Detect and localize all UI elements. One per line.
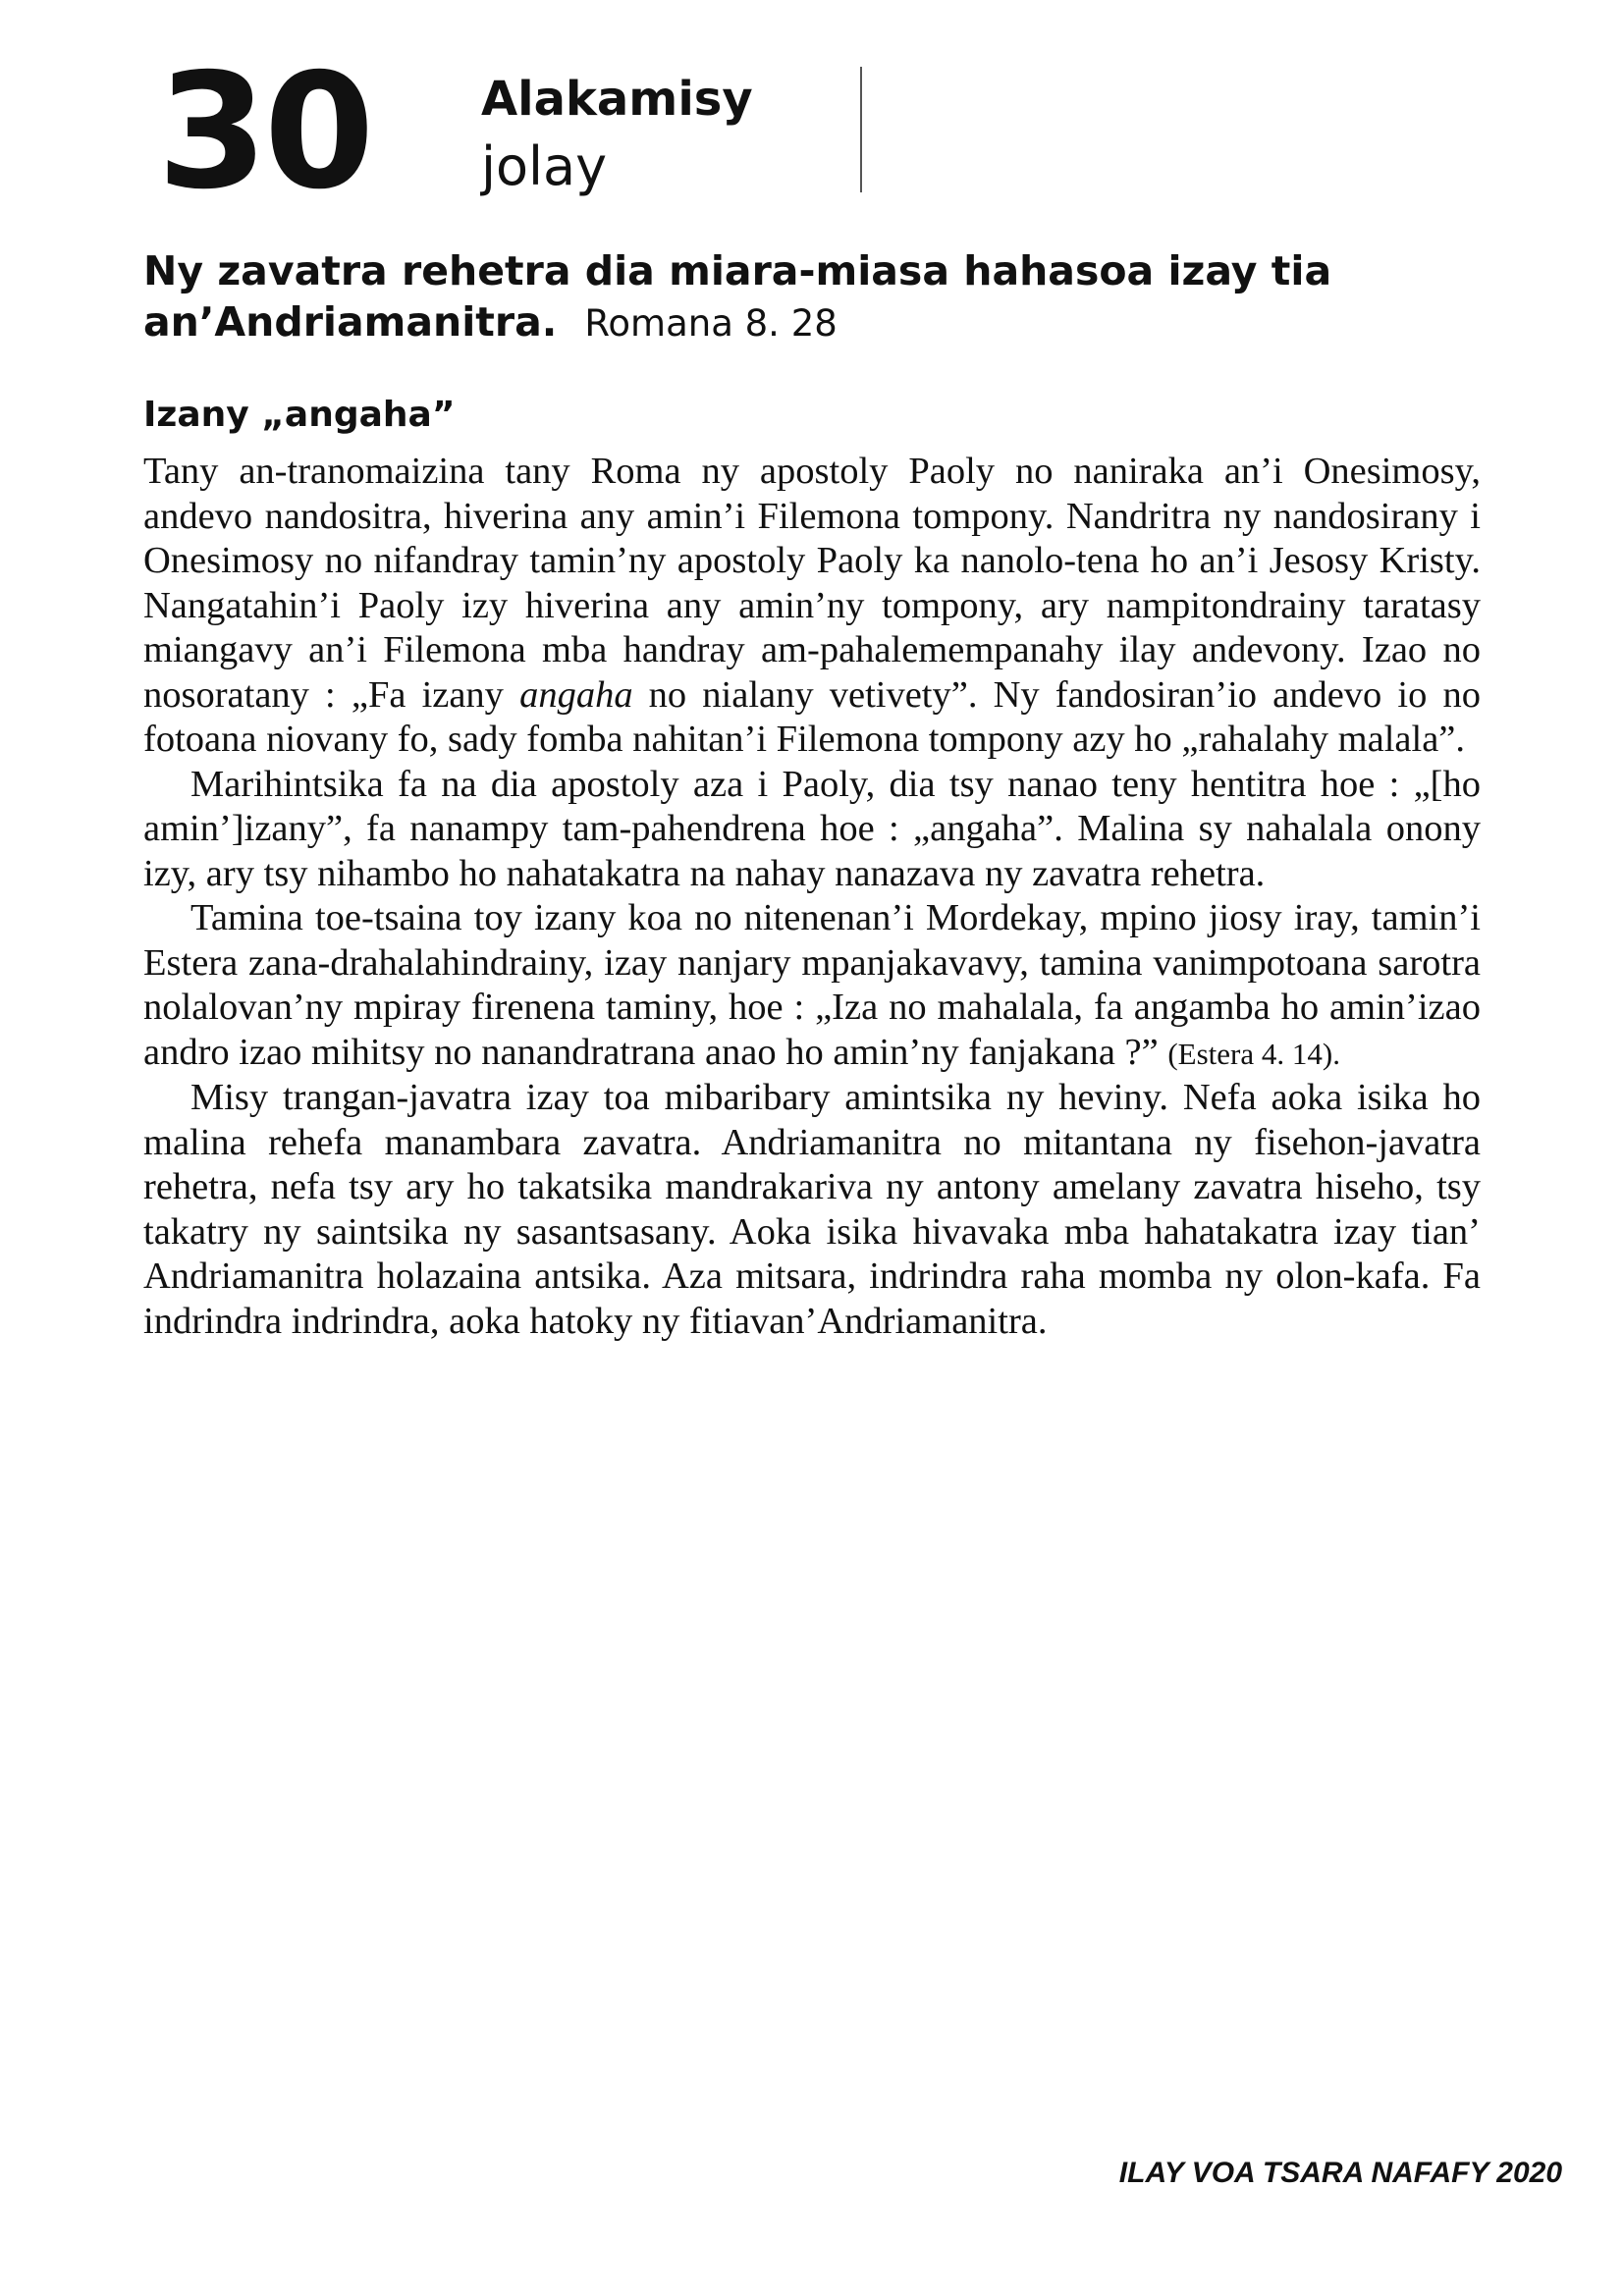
weekday: Alakamisy	[481, 72, 753, 127]
emphasis-text: angaha	[519, 673, 633, 716]
verse-reference: Romana 8. 28	[584, 302, 838, 345]
paragraph-text: no nialany vetivety”. Ny fandosiran’io andevo io no fotoana niovany fo, sady fomba nahitan’i Filemona tompony azy ho „rahalahy malala”.	[143, 673, 1481, 760]
daily-verse	[143, 245, 1488, 349]
devotional-body	[143, 450, 1481, 1344]
footer-publication: ILAY VOA TSARA NAFAFY 2020	[1118, 2157, 1562, 2189]
paragraph-text: Tamina toe-tsaina toy izany koa no nitenenan’i Mordekay, mpino jiosy iray, tamin’i Estera zana-drahalahindrainy, izay nanjary mpanjakavavy, tamina vanimpotoana sarotra nolalovan’ny mpiray firenena taminy, hoe : „Iza no mahalala, fa angamba ho amin’izao andro izao mihitsy no nanandratrana anao ho amin’ny fanjakana ?”	[143, 897, 1481, 1073]
verse-text: Ny zavatra rehetra dia miara-miasa hahasoa izay tia an’Andriamanitra.	[143, 247, 1332, 346]
body-paragraph-1	[143, 450, 1481, 763]
section-title: Izany „angaha”	[143, 395, 456, 435]
day-number: 30	[157, 40, 371, 225]
scripture-citation: (Estera 4. 14).	[1167, 1036, 1340, 1071]
header-divider	[860, 67, 862, 192]
body-paragraph-3	[143, 896, 1481, 1076]
month: jolay	[481, 135, 608, 197]
body-paragraph-4: Misy trangan-javatra izay toa mibaribary amintsika ny heviny. Nefa aoka isika ho malina rehefa manambara zavatra. Andriamanitra no mitantana ny fisehon-javatra rehetra, nefa tsy ary ho takatsika mandrakariva ny antony amelany zavatra hiseho, tsy takatry ny saintsika ny sasantsasany. Aoka isika hivavaka mba hahatakatra izay tian’ Andriamanitra holazaina antsika. Aza mitsara, indrindra raha momba ny olon-kafa. Fa indrindra indrindra, aoka hatoky ny fitiavan’Andriamanitra.	[143, 1077, 1481, 1342]
paragraph-text: Tany an-tranomaizina tany Roma ny apostoly Paoly no naniraka an’i Onesimosy, andevo nandositra, hiverina any amin’i Filemona tompony. Nandritra ny nandosirany i Onesimosy no nifandray tamin’ny apostoly Paoly ka nanolo-tena ho an’i Jesosy Kristy. Nangatahin’i Paoly izy hiverina any amin’ny tompony, ary nampitondrainy taratasy miangavy an’i Filemona mba handray am-pahalemempanahy ilay andevony. Izao no nosoratany : „Fa izany	[143, 451, 1481, 716]
body-paragraph-2: Marihintsika fa na dia apostoly aza i Paoly, dia tsy nanao teny hentitra hoe : „[ho amin’]izany”, fa nanampy tam-pahendrena hoe : „angaha”. Malina sy nahalala onony izy, ary tsy nihambo ho nahatakatra na nahay nanazava ny zavatra rehetra.	[143, 763, 1481, 894]
